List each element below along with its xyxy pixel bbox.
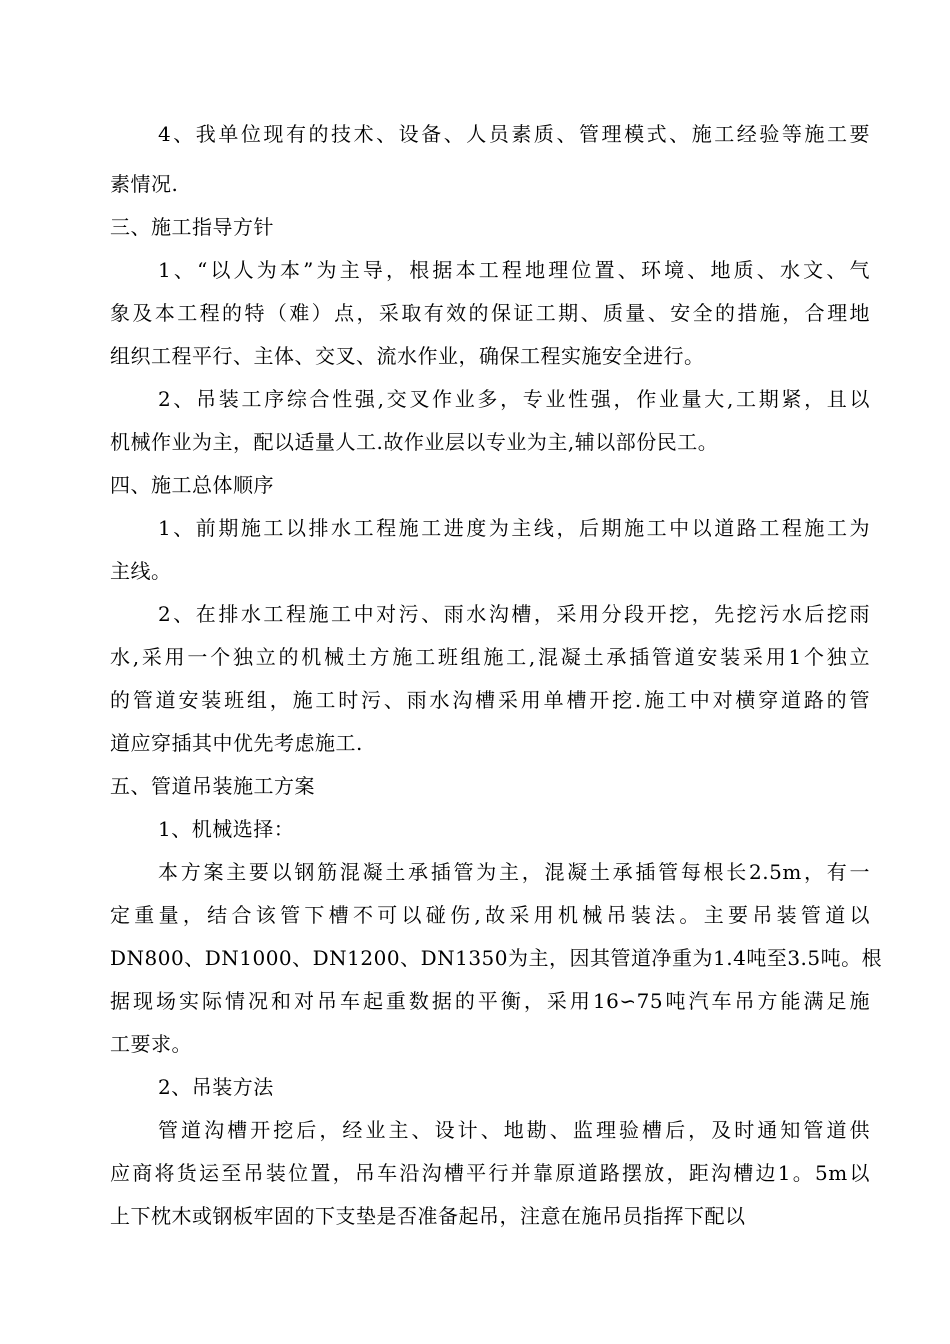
paragraph-line: 据现场实际情况和对吊车起重数据的平衡，采用16∽75吨汽车吊方能满足施	[110, 989, 870, 1013]
paragraph-line: 上下枕木或钢板牢固的下支垫是否准备起吊，注意在施吊员指挥下配以	[110, 1204, 746, 1228]
paragraph-line: 机械作业为主，配以适量人工.故作业层以专业为主,辅以部份民工。	[110, 430, 719, 454]
paragraph-line: 2、吊装工序综合性强,交叉作业多，专业性强，作业量大,工期紧，且以	[158, 387, 870, 411]
paragraph-line: 水,采用一个独立的机械土方施工班组施工,混凝土承插管道安装采用1个独立	[110, 645, 870, 669]
paragraph-line: 4、我单位现有的技术、设备、人员素质、管理模式、施工经验等施工要	[158, 122, 870, 146]
paragraph-line: 素情况.	[110, 172, 179, 196]
paragraph-line: 的管道安装班组，施工时污、雨水沟槽采用单槽开挖.施工中对横穿道路的管	[110, 688, 870, 712]
paragraph-line: 1、前期施工以排水工程施工进度为主线，后期施工中以道路工程施工为	[158, 516, 870, 540]
section-heading: 三、施工指导方针	[110, 215, 274, 239]
section-heading: 四、施工总体顺序	[110, 473, 274, 497]
paragraph-line: 定重量，结合该管下槽不可以碰伤,故采用机械吊装法。主要吊装管道以	[110, 903, 870, 927]
section-heading: 五、管道吊装施工方案	[110, 774, 315, 798]
paragraph-line: 道应穿插其中优先考虑施工.	[110, 731, 363, 755]
paragraph-line: 主线。	[110, 559, 172, 583]
subsection-heading: 2、吊装方法	[158, 1075, 274, 1099]
paragraph-line: 象及本工程的特（难）点，采取有效的保证工期、质量、安全的措施，合理地	[110, 301, 870, 325]
subsection-heading: 1、机械选择：	[158, 817, 295, 841]
paragraph-line: 本方案主要以钢筋混凝土承插管为主，混凝土承插管每根长2.5m，有一	[158, 860, 870, 884]
paragraph-line: 工要求。	[110, 1032, 192, 1056]
paragraph-line: 应商将货运至吊装位置，吊车沿沟槽平行并靠原道路摆放，距沟槽边1。5m以	[110, 1161, 870, 1185]
paragraph-line: DN800、DN1000、DN1200、DN1350为主，因其管道净重为1.4吨至3.5吨。根	[110, 946, 883, 970]
paragraph-line: 1、“以人为本”为主导，根据本工程地理位置、环境、地质、水文、气	[158, 258, 870, 282]
paragraph-line: 管道沟槽开挖后，经业主、设计、地勘、监理验槽后，及时通知管道供	[158, 1118, 870, 1142]
paragraph-line: 组织工程平行、主体、交叉、流水作业，确保工程实施安全进行。	[110, 344, 705, 368]
paragraph-line: 2、在排水工程施工中对污、雨水沟槽，采用分段开挖，先挖污水后挖雨	[158, 602, 870, 626]
